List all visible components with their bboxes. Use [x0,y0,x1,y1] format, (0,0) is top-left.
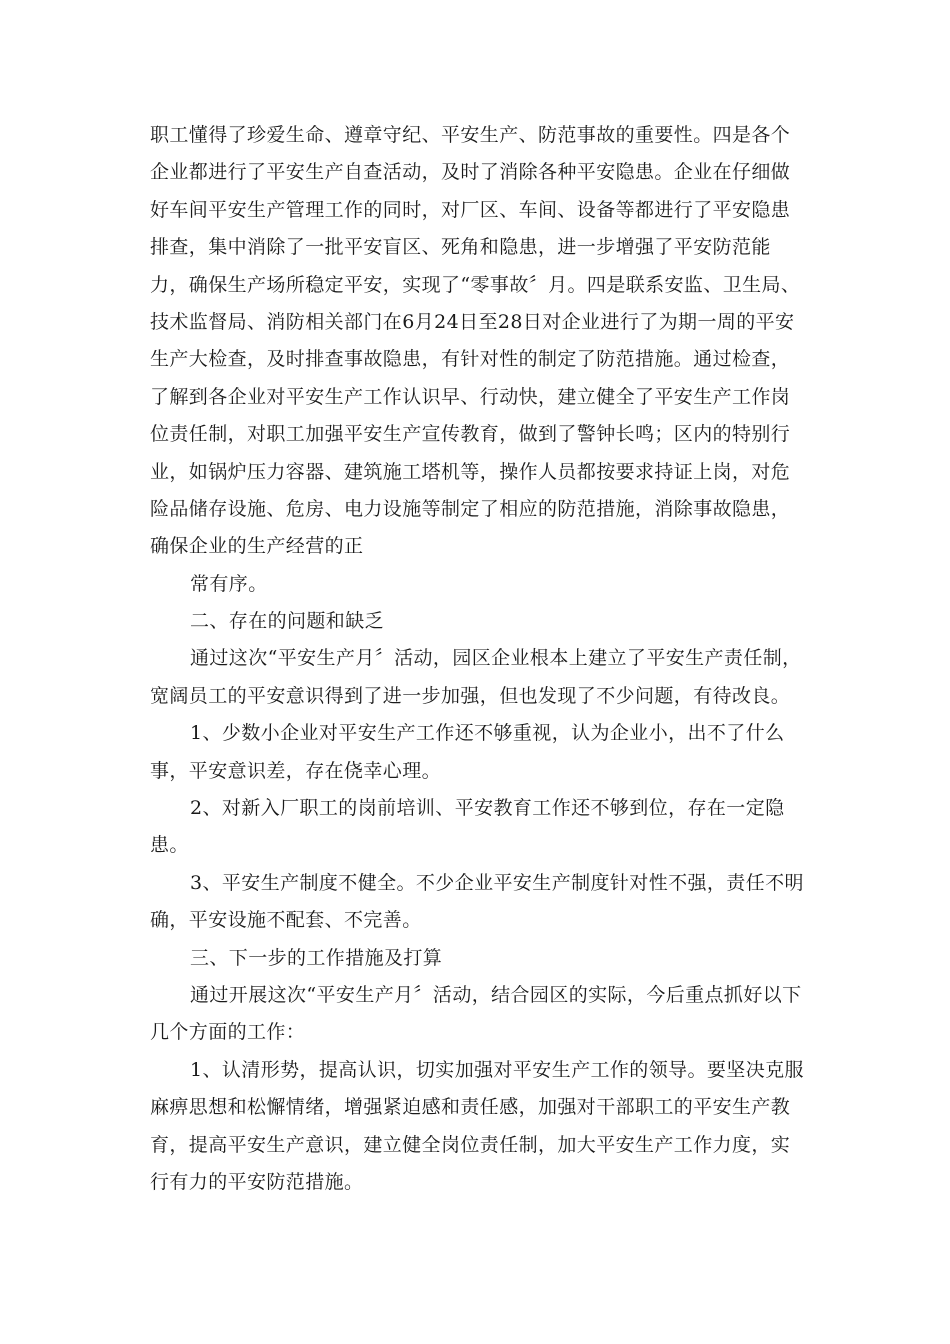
text-line: 二、存在的问题和缺乏 [190,610,385,633]
text-line: 力，确保生产场所稳定平安，实现了“零事故〞月。四是联系安监、卫生局、 [150,273,801,296]
text-line: 技术监督局、消防相关部门在6月24日至28日对企业进行了为期一周的平安 [150,310,795,333]
document-body [150,117,804,1201]
text-line: 2、对新入厂职工的岗前培训、平安教育工作还不够到位，存在一定隐 [190,797,785,820]
text-line: 常有序。 [190,572,268,595]
text-line: 几个方面的工作： [150,1021,306,1044]
text-line: 麻痹思想和松懈情绪，增强紧迫感和责任感，加强对干部职工的平安生产教 [150,1096,791,1119]
text-line: 通过开展这次“平安生产月〞活动，结合园区的实际，今后重点抓好以下 [190,983,802,1006]
text-line: 险品储存设施、危房、电力设施等制定了相应的防范措施，消除事故隐患， [150,497,791,520]
text-line: 排查，集中消除了一批平安盲区、死角和隐患，进一步增强了平安防范能 [150,236,771,259]
text-line: 位责任制，对职工加强平安生产宣传教育，做到了警钟长鸣；区内的特别行 [150,423,791,446]
text-line: 确保企业的生产经营的正 [150,535,364,558]
text-line: 3、平安生产制度不健全。不少企业平安生产制度针对性不强，责任不明 [190,871,804,894]
text-line: 1、认清形势，提高认识，切实加强对平安生产工作的领导。要坚决克服 [190,1058,804,1081]
text-line: 育，提高平安生产意识，建立健全岗位责任制，加大平安生产工作力度，实 [150,1133,791,1156]
text-line: 患。 [150,834,189,857]
text-line: 生产大检查，及时排查事故隐患，有针对性的制定了防范措施。通过检查， [150,348,791,371]
text-line: 事，平安意识差，存在侥幸心理。 [150,759,442,782]
text-line: 通过这次“平安生产月〞活动，园区企业根本上建立了平安生产责任制， [190,647,802,670]
text-line: 行有力的平安防范措施。 [150,1170,364,1193]
text-line: 1、少数小企业对平安生产工作还不够重视，认为企业小，出不了什么 [190,722,785,745]
text-line: 宽阔员工的平安意识得到了进一步加强，但也发现了不少问题，有待改良。 [150,684,791,707]
text-line: 确，平安设施不配套、不完善。 [150,909,422,932]
text-line: 好车间平安生产管理工作的同时，对厂区、车间、设备等都进行了平安隐患 [150,198,791,221]
text-line: 企业都进行了平安生产自查活动，及时了消除各种平安隐患。企业在仔细做 [150,161,791,184]
text-line: 职工懂得了珍爱生命、遵章守纪、平安生产、防范事故的重要性。四是各个 [150,124,791,146]
text-line: 了解到各企业对平安生产工作认识早、行动快，建立健全了平安生产工作岗 [150,385,791,408]
text-line: 三、下一步的工作措施及打算 [190,946,443,969]
text-line: 业，如锅炉压力容器、建筑施工塔机等，操作人员都按要求持证上岗，对危 [150,460,791,483]
